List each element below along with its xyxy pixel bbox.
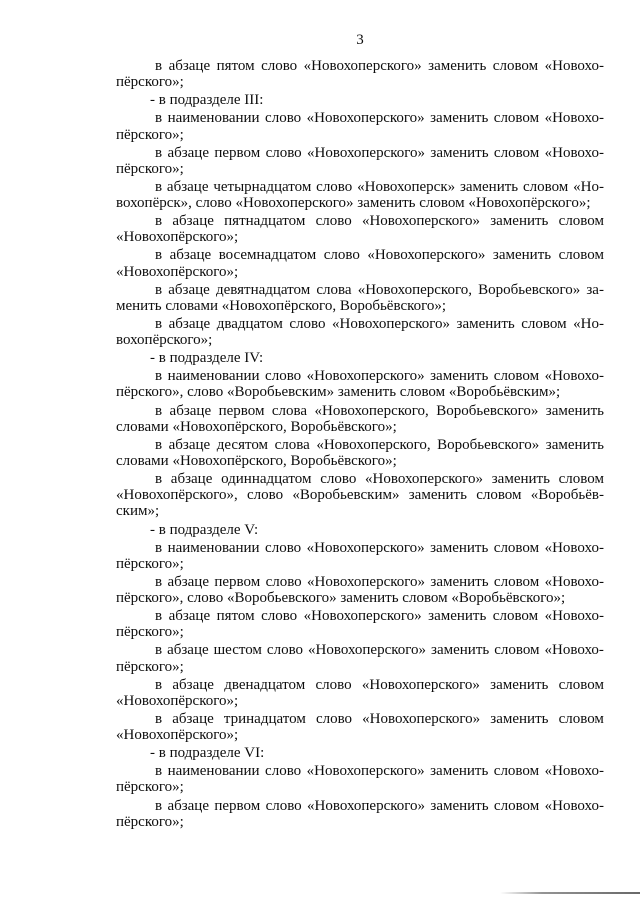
word: заменить — [545, 436, 604, 453]
word: слова — [271, 402, 308, 419]
word: «Новохоперского» — [307, 144, 426, 161]
text-line: пёрского»; — [116, 160, 184, 177]
word: «Новохо- — [544, 144, 604, 161]
text-line — [116, 677, 604, 693]
word: в — [155, 676, 163, 693]
text-line: «Новохопёрского»; — [116, 263, 239, 280]
word: абзаце — [169, 247, 212, 264]
word: в — [155, 763, 163, 780]
text-line: пёрского»; — [116, 555, 184, 572]
word: абзаце — [172, 710, 214, 727]
word: в — [155, 608, 163, 625]
paragraph — [116, 368, 604, 400]
text-line: словами «Новохопёрского, Воробьёвского»; — [116, 418, 397, 435]
word: слово — [323, 247, 360, 264]
word: слово — [265, 368, 302, 385]
paragraph — [116, 540, 604, 572]
word: слово — [315, 213, 352, 230]
word: «Новохо- — [544, 642, 604, 659]
text-line: ским»; — [116, 503, 160, 520]
word: «Воробьёв- — [530, 487, 604, 504]
word: слово — [265, 110, 302, 127]
word: «Новохоперского, — [357, 281, 472, 298]
text-line — [116, 247, 604, 263]
word: заменить — [545, 402, 604, 419]
word: слово — [315, 710, 353, 727]
word: первом — [214, 144, 261, 161]
document-body — [116, 58, 604, 830]
text-line — [116, 540, 604, 556]
text-line — [116, 58, 604, 74]
word: словом — [558, 710, 604, 727]
word: восемнадцатом — [218, 247, 317, 264]
word: абзаце — [168, 436, 211, 453]
word: пятом — [216, 58, 255, 74]
word: «Новохоперского» — [303, 608, 422, 625]
paragraph — [116, 608, 604, 640]
scan-edge-mark — [500, 892, 640, 894]
paragraph — [116, 58, 604, 90]
word: словом — [493, 110, 540, 127]
word: четырнадцатом — [213, 178, 312, 195]
text-line: пёрского»; — [116, 624, 184, 641]
word: в — [155, 710, 163, 727]
paragraph — [116, 213, 604, 245]
word: пятнадцатом — [224, 213, 306, 230]
text-line — [116, 763, 604, 779]
word: пятом — [216, 608, 255, 625]
subsection-heading — [116, 92, 604, 108]
subsection-heading — [116, 522, 604, 538]
word: абзаце — [167, 144, 209, 161]
text-line: словами «Новохопёрского, Воробьёвского»; — [116, 453, 397, 469]
word: в — [155, 247, 163, 264]
word: наименовании — [167, 539, 260, 556]
word: словом — [522, 178, 569, 195]
paragraph — [116, 574, 604, 606]
word: в — [155, 110, 163, 127]
paragraph — [116, 711, 604, 743]
text-line — [116, 403, 604, 419]
word: заменить — [430, 797, 489, 814]
word: словом — [493, 539, 540, 556]
word: «Новохо- — [544, 539, 604, 556]
text-line: - в подразделе V: — [150, 521, 259, 538]
word: слово — [265, 797, 302, 814]
word: в — [155, 213, 163, 230]
word: Воробьевского» — [436, 402, 539, 419]
word: слова — [274, 436, 310, 453]
word: в — [155, 436, 163, 453]
word: слово — [316, 178, 353, 195]
text-line — [116, 368, 604, 384]
word: заменить — [428, 58, 487, 74]
text-line: пёрского»; — [116, 126, 184, 143]
word: заменить — [459, 178, 519, 195]
paragraph — [116, 179, 604, 211]
word: первом — [218, 402, 265, 419]
paragraph — [116, 471, 604, 520]
word: шестом — [213, 642, 262, 659]
word: наименовании — [167, 110, 260, 127]
word: заменить — [490, 710, 549, 727]
paragraph — [116, 642, 604, 674]
word: словом — [492, 608, 539, 625]
text-line: «Новохопёрского»; — [116, 727, 239, 744]
word: в — [155, 471, 163, 488]
word: «Но- — [573, 178, 604, 195]
word: словом — [558, 213, 604, 230]
word: абзаце — [172, 213, 214, 230]
paragraph — [116, 763, 604, 795]
word: в — [155, 573, 163, 590]
text-line: - в подразделе III: — [150, 92, 264, 109]
word: в — [155, 642, 163, 659]
word: Воробьевского» — [437, 436, 540, 453]
word: словом — [494, 642, 540, 659]
word: заменить — [430, 763, 489, 780]
word: одиннадцатом — [221, 471, 312, 488]
word: слово — [261, 608, 298, 625]
word: слово — [265, 763, 302, 780]
paragraph — [116, 247, 604, 279]
word: «Новохоперского, — [316, 436, 431, 453]
word: «Новохоперского» — [306, 539, 425, 556]
word: заменить — [430, 144, 489, 161]
word: «Новохоперского» — [332, 315, 451, 332]
word: словом — [493, 368, 540, 385]
word: абзаце — [170, 471, 213, 488]
word: словом — [558, 247, 604, 264]
word: словом — [521, 315, 567, 332]
text-line — [116, 316, 604, 332]
word: в — [155, 178, 163, 195]
word: «Воробьевским» — [292, 487, 400, 504]
text-line: - в подразделе VI: — [150, 745, 265, 762]
paragraph — [116, 403, 604, 435]
word: абзаце — [167, 642, 209, 659]
word: словом — [493, 144, 540, 161]
word: десятом — [216, 436, 269, 453]
word: «Новохоперского» — [308, 642, 427, 659]
subsection-heading — [116, 350, 604, 366]
word: «Но- — [573, 315, 604, 332]
word: словом — [493, 573, 540, 590]
word: в — [155, 58, 163, 74]
word: слово — [247, 487, 284, 504]
text-line: «Новохопёрского»; — [116, 229, 239, 246]
text-line: «Новохопёрского»; — [116, 692, 239, 709]
word: «Новохо- — [544, 797, 604, 814]
text-line: пёрского»; — [116, 658, 184, 675]
text-line: пёрского»; — [116, 779, 184, 796]
word: словом — [493, 763, 540, 780]
word: заменить — [430, 368, 489, 385]
word: «Новохо- — [544, 763, 604, 780]
word: «Новохо- — [544, 58, 604, 74]
word: «Новохоперского» — [367, 247, 486, 264]
text-line — [116, 282, 604, 298]
text-line — [116, 471, 604, 487]
word: слово — [315, 676, 352, 693]
word: слово — [320, 471, 357, 488]
word: заменить — [431, 642, 490, 659]
word: «Новохоперского, — [314, 402, 429, 419]
paragraph — [116, 110, 604, 142]
text-line — [116, 110, 604, 126]
paragraph — [116, 282, 604, 314]
word: «Новохопёрского», — [116, 487, 238, 504]
word: двенадцатом — [224, 676, 306, 693]
word: словом — [558, 471, 604, 488]
text-line — [116, 608, 604, 624]
text-line — [116, 642, 604, 658]
text-line: пёрского», слово «Воробьевского» заменить словом «Воробьёвского»; — [116, 590, 566, 607]
text-line — [116, 711, 604, 727]
word: заменить — [492, 247, 552, 264]
text-line: вохопёрского»; — [116, 332, 213, 349]
word: «Новохоперского» — [361, 676, 480, 693]
word: абзаце — [168, 608, 211, 625]
word: «Новохо- — [544, 110, 604, 127]
word: слово — [289, 315, 326, 332]
word: заменить — [428, 608, 487, 625]
paragraph — [116, 145, 604, 177]
word: «Новохоперского» — [307, 573, 426, 590]
text-line — [116, 179, 604, 195]
word: «Новохоперского» — [362, 710, 481, 727]
word: словом — [493, 797, 540, 814]
word: слово — [265, 144, 302, 161]
word: слова — [316, 281, 352, 298]
text-line: вохопёрск», слово «Новохоперского» заменить словом «Новохопёрского»; — [116, 195, 591, 212]
word: «Новохоперского» — [365, 471, 484, 488]
word: словом — [492, 58, 539, 74]
text-line — [116, 437, 604, 453]
word: в — [155, 368, 163, 385]
word: тринадцатом — [223, 710, 306, 727]
word: слово — [265, 573, 302, 590]
word: слово — [266, 642, 304, 659]
subsection-heading — [116, 745, 604, 761]
text-line — [116, 798, 604, 814]
word: заменить — [490, 213, 549, 230]
word: девятнадцатом — [215, 281, 311, 298]
text-line — [116, 574, 604, 590]
text-line — [116, 145, 604, 161]
word: первом — [214, 573, 261, 590]
word: слово — [261, 58, 298, 74]
text-line: пёрского»; — [116, 74, 184, 91]
word: в — [155, 281, 163, 298]
text-line: - в подразделе IV: — [150, 350, 264, 367]
word: «Новохоперского» — [307, 797, 426, 814]
text-line — [116, 487, 604, 503]
text-line — [116, 213, 604, 229]
paragraph — [116, 437, 604, 469]
word: заменить — [430, 110, 489, 127]
word: наименовании — [167, 763, 260, 780]
word: «Новохоперского» — [303, 58, 422, 74]
word: абзаце — [169, 402, 212, 419]
text-line: менить словами «Новохопёрского, Воробьёвского»; — [116, 297, 447, 314]
text-line: пёрского»; — [116, 813, 184, 830]
word: «Новохо- — [544, 608, 604, 625]
word: в — [155, 402, 163, 419]
word: слово — [265, 539, 302, 556]
word: абзаце — [168, 58, 211, 74]
word: «Новохо- — [544, 573, 604, 590]
word: заменить — [456, 315, 515, 332]
word: в — [155, 539, 163, 556]
word: наименовании — [167, 368, 260, 385]
word: заменить — [430, 539, 489, 556]
word: «Новохо- — [544, 368, 604, 385]
word: словом — [476, 487, 522, 504]
word: абзаце — [166, 178, 209, 195]
word: заменить — [430, 573, 489, 590]
word: абзаце — [168, 315, 211, 332]
word: абзаце — [167, 573, 209, 590]
word: в — [155, 315, 163, 332]
word: в — [155, 144, 163, 161]
word: абзаце — [167, 797, 209, 814]
word: двадцатом — [216, 315, 283, 332]
paragraph — [116, 798, 604, 830]
paragraph — [116, 316, 604, 348]
word: «Новохоперского» — [306, 110, 425, 127]
text-line: пёрского», слово «Воробьевским» заменить словом «Воробьёвским»; — [116, 384, 561, 401]
word: первом — [214, 797, 261, 814]
paragraph — [116, 677, 604, 709]
word: заменить — [408, 487, 467, 504]
word: Воробьевского» — [478, 281, 581, 298]
word: «Новохоперского» — [306, 763, 425, 780]
word: «Новохоперского» — [306, 368, 425, 385]
word: «Новохоперского» — [361, 213, 480, 230]
page-number: 3 — [356, 32, 364, 48]
word: за- — [586, 281, 604, 298]
word: словом — [558, 676, 604, 693]
word: абзаце — [168, 281, 210, 298]
word: «Новохоперск» — [357, 178, 456, 195]
word: абзаце — [172, 676, 214, 693]
word: заменить — [490, 676, 549, 693]
word: в — [155, 797, 163, 814]
word: заменить — [491, 471, 550, 488]
